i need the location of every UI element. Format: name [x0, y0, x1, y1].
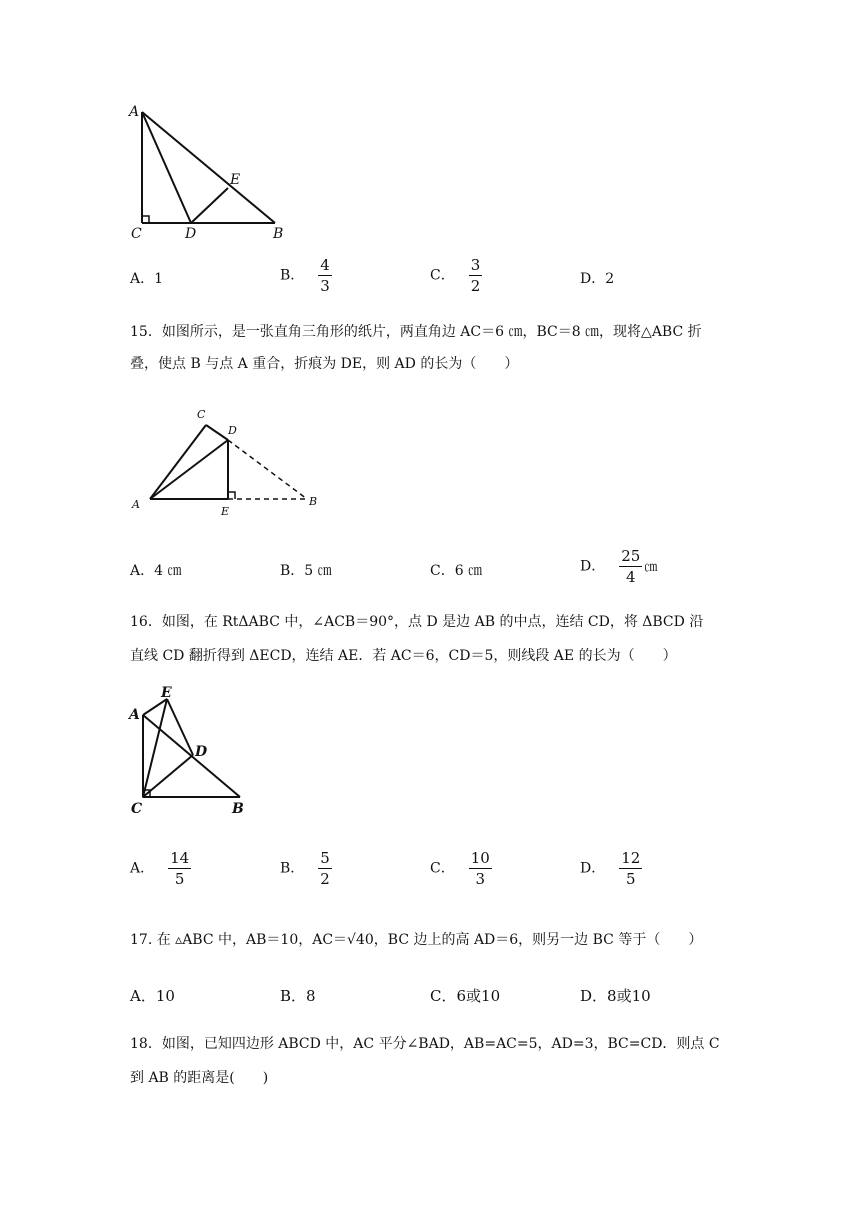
- q15-figure: [125, 400, 330, 520]
- fraction: $\frac{14}{5}$: [170, 849, 190, 888]
- q16-option-b[interactable]: [280, 848, 332, 889]
- q15-option-d[interactable]: [580, 546, 657, 587]
- option-label: B．: [280, 563, 305, 579]
- option-label: A．: [130, 563, 155, 579]
- option-value: 1: [154, 271, 164, 287]
- q17-option-b[interactable]: [280, 985, 316, 1006]
- option-label: D．: [580, 860, 606, 877]
- q14-label-b: B: [273, 226, 284, 242]
- option-value: 8或10: [607, 987, 651, 1005]
- q18-text-line1: 18．如图，已知四边形 ABCD 中，AC 平分∠BAD，AB=AC=5，AD=3，BC=CD．则点 C: [130, 1036, 720, 1052]
- fraction: $\frac{10}{3}$: [470, 849, 490, 888]
- q15-option-b[interactable]: [280, 560, 332, 580]
- q14-label-e: E: [230, 172, 241, 188]
- q14-figure: [125, 100, 295, 245]
- q15-option-a[interactable]: [130, 560, 181, 580]
- fraction: $\frac{4}{3}$: [320, 256, 330, 295]
- q15-text-line2: 叠，使点 B 与点 A 重合，折痕为 DE，则 AD 的长为（ ）: [130, 356, 519, 372]
- q16-label-c: C: [131, 801, 143, 817]
- option-label: B．: [280, 860, 305, 877]
- q14-option-c[interactable]: [430, 255, 482, 296]
- option-value: 4 ㎝: [154, 563, 182, 579]
- q17-option-a[interactable]: [130, 985, 175, 1006]
- option-value: 8: [306, 987, 316, 1005]
- option-label: D．: [580, 271, 606, 287]
- q17-text-line1: 17. 在 ▵ABC 中，AB＝10，AC＝√40，BC 边上的高 AD＝6，则另一边 BC 等于（ ）: [130, 932, 703, 948]
- option-label: D．: [580, 987, 608, 1005]
- q15-label-c: C: [197, 408, 206, 421]
- q14-option-d[interactable]: [580, 268, 614, 288]
- q16-option-a[interactable]: [130, 848, 191, 889]
- q14-option-a[interactable]: [130, 268, 163, 288]
- option-label: A．: [130, 271, 155, 287]
- option-label: D．: [580, 558, 606, 575]
- q16-option-d[interactable]: [580, 848, 642, 889]
- option-label: A．: [130, 860, 155, 877]
- fraction: $\frac{3}{2}$: [470, 256, 481, 295]
- q15-label-d: D: [228, 424, 237, 437]
- option-label: C．: [430, 267, 455, 284]
- option-label: B．: [280, 987, 307, 1005]
- q15-text-line1: 15．如图所示，是一张直角三角形的纸片，两直角边 AC＝6 ㎝，BC＝8 ㎝，现将△ABC 折: [130, 324, 702, 340]
- fraction: $\frac{5}{2}$: [320, 849, 330, 888]
- q16-label-a: A: [129, 707, 140, 723]
- q14-option-b[interactable]: [280, 255, 332, 296]
- option-value: 2: [605, 271, 615, 287]
- q16-label-b: B: [232, 801, 244, 817]
- option-label: C．: [430, 563, 455, 579]
- q18-text-line2: 到 AB 的距离是( ): [130, 1070, 269, 1086]
- option-label: C．: [430, 860, 455, 877]
- option-unit: ㎝: [644, 559, 658, 575]
- option-value: 5 ㎝: [304, 563, 332, 579]
- option-label: A．: [130, 987, 156, 1005]
- q15-label-b: B: [309, 495, 318, 508]
- q15-option-c[interactable]: [430, 560, 482, 580]
- option-label: B．: [280, 267, 305, 284]
- q16-label-e: E: [161, 685, 172, 701]
- option-value: 10: [155, 987, 175, 1005]
- option-value: 6或10: [456, 987, 501, 1005]
- fraction: $\frac{25}{4}$: [621, 547, 641, 586]
- q16-text-line1: 16．如图，在 RtΔABC 中，∠ACB＝90°，点 D 是边 AB 的中点，连结 CD，将 ΔBCD 沿: [130, 614, 704, 630]
- q14-label-c: C: [131, 226, 142, 242]
- q17-option-d[interactable]: [580, 985, 651, 1006]
- q15-label-a: A: [132, 498, 140, 511]
- q16-option-c[interactable]: [430, 848, 492, 889]
- option-value: 6 ㎝: [454, 563, 483, 579]
- option-label: C．: [430, 987, 457, 1005]
- fraction: $\frac{12}{5}$: [621, 849, 641, 888]
- q14-label-a: A: [129, 104, 140, 120]
- q17-option-c[interactable]: [430, 985, 500, 1006]
- q16-label-d: D: [195, 744, 208, 760]
- q15-label-e: E: [221, 505, 230, 518]
- q16-figure: [125, 682, 260, 817]
- q16-text-line2: 直线 CD 翻折得到 ΔECD，连结 AE．若 AC＝6，CD＝5，则线段 AE 的长为（ ）: [130, 648, 677, 664]
- q14-label-d: D: [185, 226, 197, 242]
